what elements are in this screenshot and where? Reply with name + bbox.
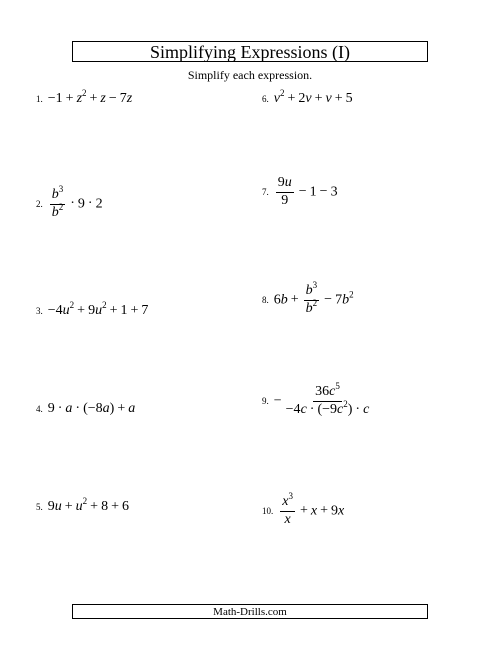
footer: Math-Drills.com [72,604,428,619]
problem-3 [36,300,149,319]
problem-10 [262,491,345,527]
problem-number: 10. [262,506,274,517]
problem-expression: $\frac{b^3}{b^2}$ · 9 · 2 [51,184,103,220]
problem-expression: 9 · a · (−8a) + a [47,401,136,416]
problem-number: 6. [262,94,269,104]
problem-number: 1. [36,94,43,104]
instructions: Simplify each expression. [187,68,313,82]
problem-number: 7. [262,187,269,198]
problem-expression: − $\frac{36c^5}{-4c \cdot (-9c^2) \cdot c}$ [273,381,370,417]
problem-number: 3. [36,306,43,316]
problem-expression: $v^2 + 2v + v + 5$ [273,88,353,106]
problem-number: 5. [36,502,43,512]
problem-expression: $-4u^2 + 9u^2 + 1 + 7$ [47,300,149,318]
problem-number: 8. [262,295,269,306]
problem-expression: $-1 + z^2 + z - 7z$ [47,88,133,106]
problem-4 [36,401,135,417]
problem-expression: 6b + $\frac{b^3}{b^2}$ − $7b^2$ [273,280,354,316]
problem-5 [36,496,129,515]
problem-number: 4. [36,404,43,414]
problem-expression: $9u + u^2 + 8 + 6$ [47,496,129,514]
problem-8 [262,280,354,316]
problem-6 [262,88,353,107]
problem-expression: $\frac{x^3}{x}$ + x + 9x [282,491,345,527]
worksheet-title: Simplifying Expressions (I) [72,41,428,62]
problem-7 [262,176,338,208]
problem-2 [36,184,103,220]
problem-expression: $\frac{9u}{9}$ − 1 − 3 [277,175,338,208]
problem-number: 2. [36,199,43,210]
problem-number: 9. [262,396,269,407]
problem-1 [36,88,133,107]
problem-9 [262,381,373,417]
